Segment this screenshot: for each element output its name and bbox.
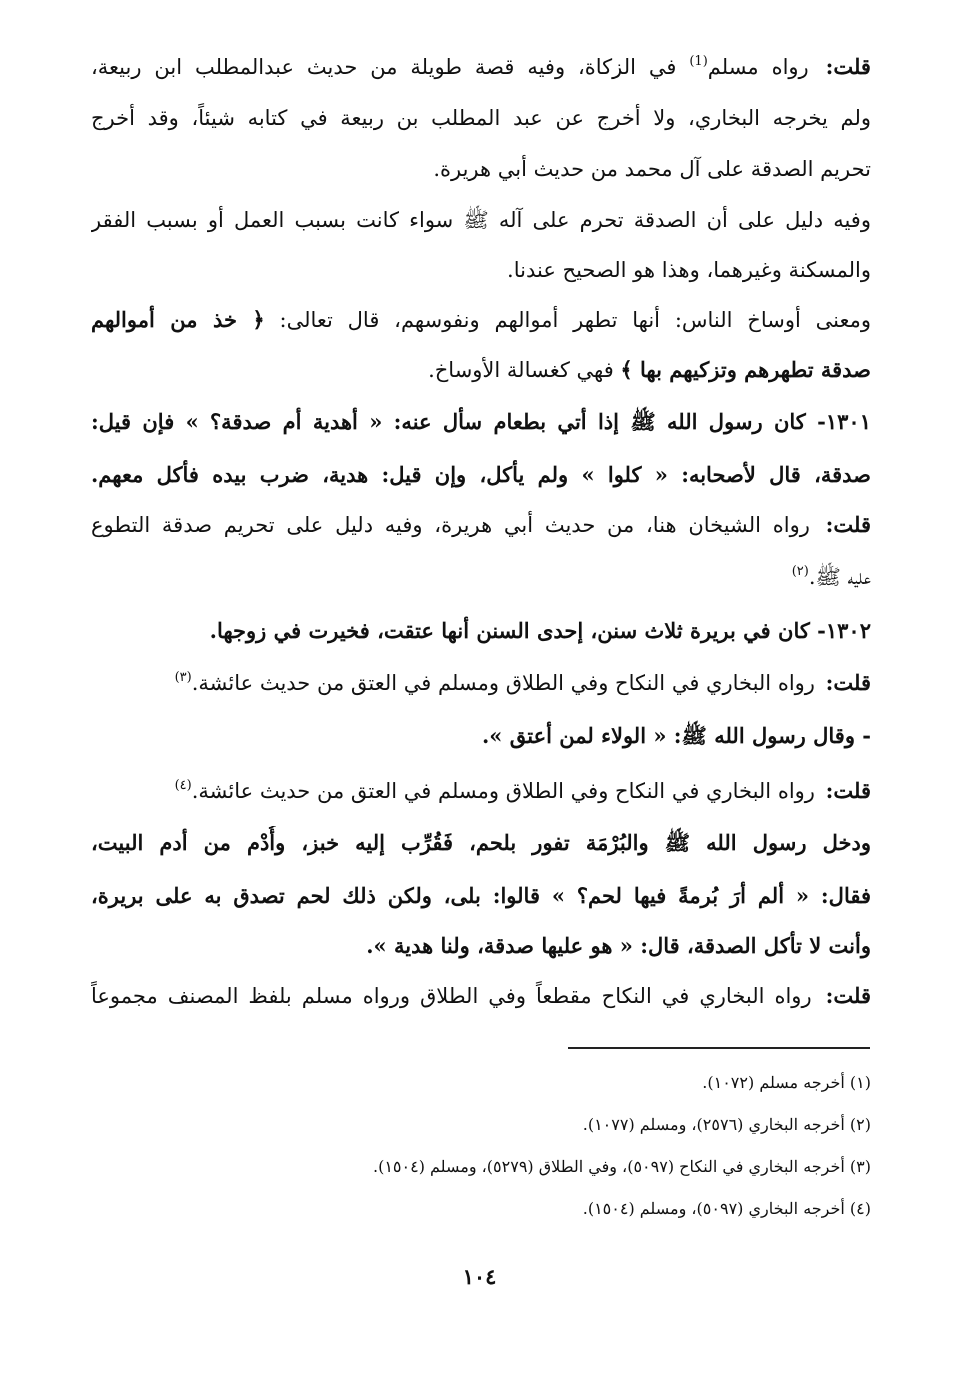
footnote-ref: (1) [689,54,708,69]
body-line: تحريم الصدقة على آل محمد من حديث أبي هريرة. [433,157,871,181]
quran-quote: صدقة تطهرهم وتزكيهم بها ﴾ [620,357,871,382]
footnote-separator [568,1047,870,1049]
body-line [91,50,871,88]
body-text: رواه الشيخان هنا، من حديث أبي هريرة، وفيه دليل على تحريم صدقة التطوع [91,513,810,537]
qultu-label: قلت: [825,778,871,803]
body-line [91,774,871,812]
page-number: ١٠٤ [462,1264,497,1289]
body-text: رواه مسلم [707,55,809,79]
body-line [91,560,871,598]
body-line [91,666,871,704]
footnote: (١) أخرجه مسلم (١٠٧٢). [702,1073,871,1092]
hadith-line: ١٣٠٢- كان في بريرة ثلاث سنن، إحدى السنن أنها عتقت، فخيرت في زوجها. [209,618,871,643]
footnote-ref: (٤) [174,778,192,793]
body-line: ولم يخرجه البخاري، ولا أخرج عن عبد المطلب بن ربيعة في كتابه شيئاً، وقد أخرج [91,106,871,130]
body-text: في الزكاة، وفيه قصة طويلة من حديث عبدالمطلب ابن ربيعة، [91,55,677,79]
footnote-ref: (٢) [791,564,809,579]
body-text: ومعنى أوساخ الناس: أنها تطهر أموالهم ونفوسهم، قال تعالى: [279,308,871,332]
body-text: رواه البخاري في النكاح وفي الطلاق ومسلم في العتق من حديث عائشة. [191,779,815,803]
body-text: فهي كغسالة الأوساخ. [428,358,614,382]
body-line [91,979,871,1013]
quran-quote: ﴿ خذ من أموالهم [91,307,265,332]
footnote-ref: (٣) [174,670,192,685]
hadith-line: صدقة، قال لأصحابه: « كلوا » ولم يأكل، وإن قيل: هدية، ضرب بيده فأكل معهم. [91,462,871,487]
footnote: (٣) أخرجه البخاري في النكاح (٥٠٩٧)، وفي الطلاق (٥٢٧٩)، ومسلم (١٥٠٤). [373,1157,871,1176]
body-text: رواه البخاري في النكاح مقطعاً وفي الطلاق ورواه مسلم بلفظ المصنف مجموعاً [91,984,812,1008]
qultu-label: قلت: [825,54,871,79]
body-line: والمسكنة وغيرهما، وهذا هو الصحيح عندنا. [507,258,871,282]
body-text: رواه البخاري في النكاح وفي الطلاق ومسلم في العتق من حديث عائشة. [191,671,815,695]
footnote: (٤) أخرجه البخاري (٥٠٩٧)، ومسلم (١٥٠٤). [582,1199,871,1218]
hadith-line: وأنت لا تأكل الصدقة، قال: « هو عليها صدقة، ولنا هدية ». [366,933,871,958]
hadith-line: ودخل رسول الله ﷺ والبُرْمَة تفور بلحم، فَقُرِّب إليه خبز، وأُدْم من أدم البيت، [91,830,871,855]
hadith-line: - وقال رسول الله ﷺ: « الولاء لمن أعتق ». [482,723,871,748]
body-line: وفيه دليل على أن الصدقة تحرم على آله ﷺ سواء كانت بسبب العمل أو بسبب الفقر [91,208,871,232]
qultu-label: قلت: [825,983,871,1008]
qultu-label: قلت: [825,512,871,537]
hadith-line: ١٣٠١- كان رسول الله ﷺ إذا أتي بطعام سأل عنه: « أهدية أم صدقة؟ » فإن قيل: [91,409,871,434]
hadith-line: فقال: « ألم أرَ بُرمةً فيها لحم؟ » قالوا: بلى، ولكن ذلك لحم تصدق به على بريرة، [91,883,871,908]
body-line [91,353,871,387]
body-line [91,508,871,542]
body-line [91,303,871,337]
body-text: عليه ﷺ. [808,565,871,589]
footnote: (٢) أخرجه البخاري (٢٥٧٦)، ومسلم (١٠٧٧). [582,1115,871,1134]
qultu-label: قلت: [825,670,871,695]
